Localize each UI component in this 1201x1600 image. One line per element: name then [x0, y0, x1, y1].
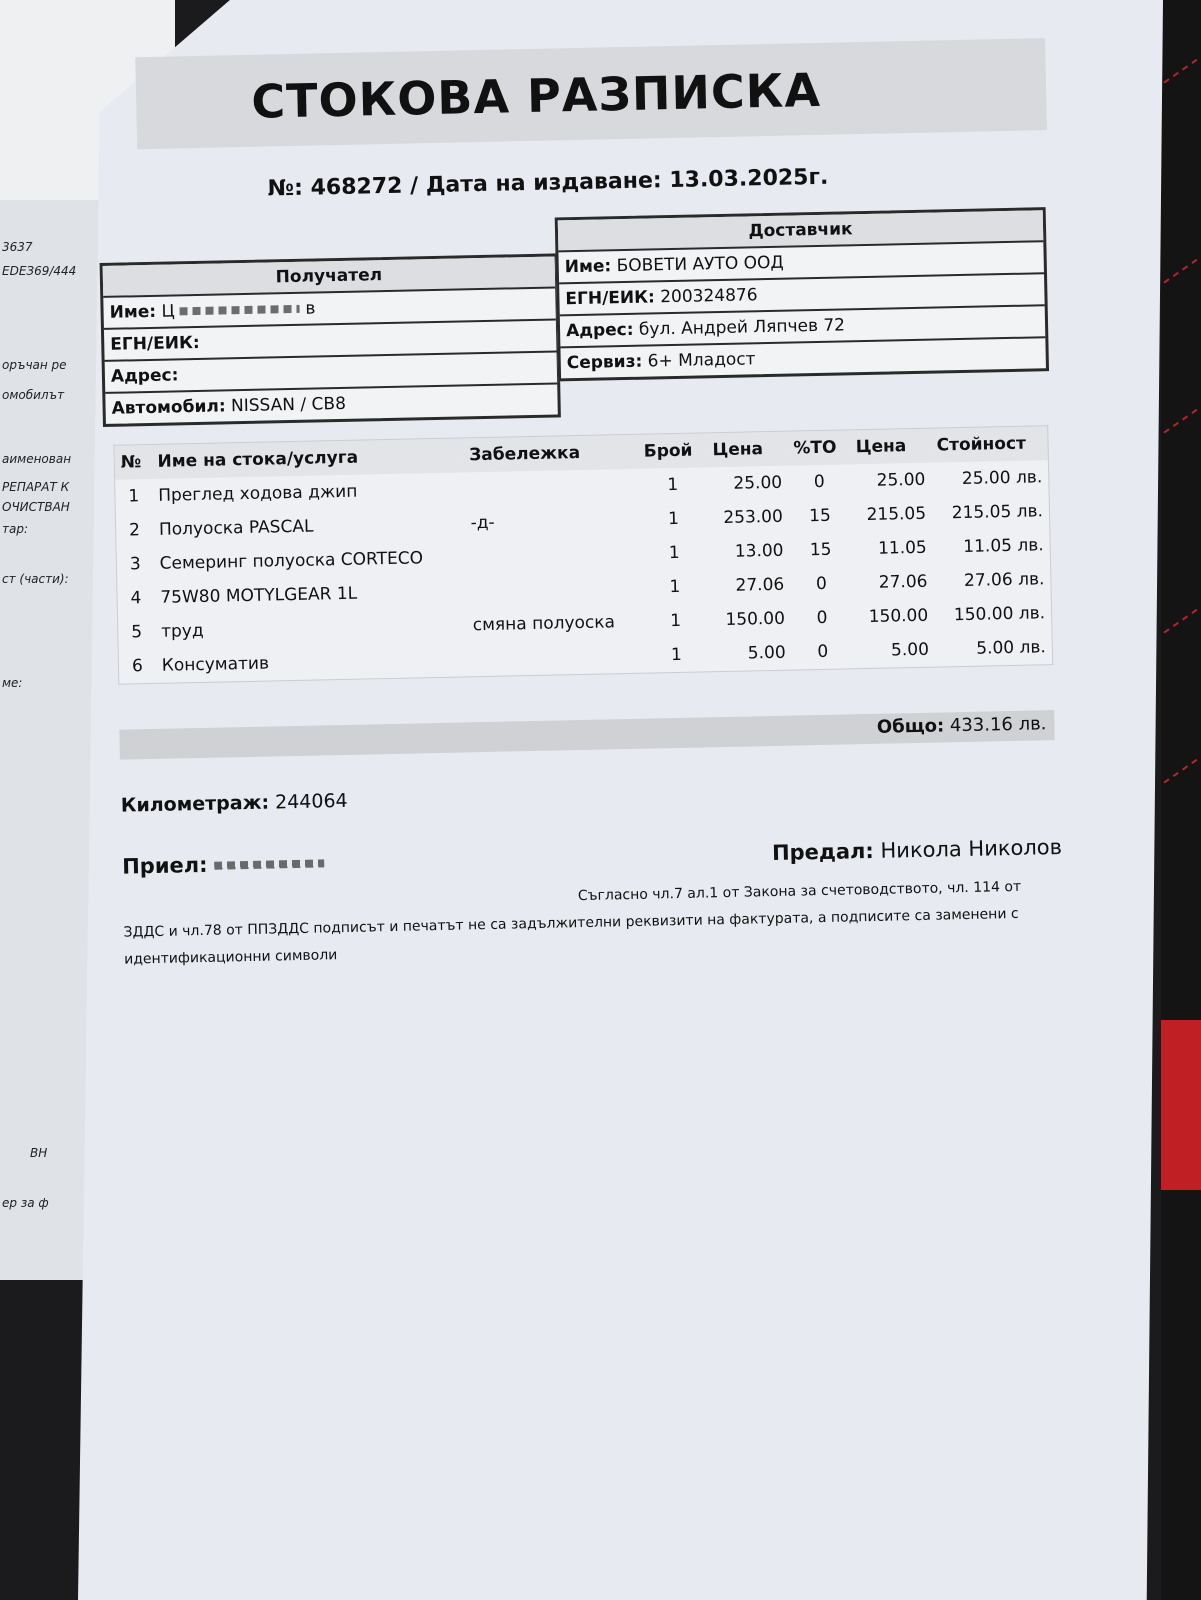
receiver-car-label: Автомобил:: [111, 396, 226, 419]
received-by-line: [122, 850, 324, 878]
row-note: [466, 571, 641, 609]
supplier-name-value: БОВЕТИ АУТО ООД: [616, 252, 784, 277]
row-value: 5.00 лв.: [976, 637, 1047, 659]
row-value: 215.05 лв.: [951, 501, 1044, 524]
row-item-name: Семеринг полуоска CORTECO: [159, 548, 424, 574]
supplier-egn-value: 200324876: [660, 285, 758, 308]
background-text: ме:: [2, 676, 23, 690]
row-item-name: 75W80 MOTYLGEAR 1L: [160, 583, 358, 608]
row-item-name: Консуматив: [161, 653, 270, 676]
supplier-name-label: Име:: [564, 256, 612, 278]
row-price: 13.00: [734, 540, 784, 562]
supplier-address-value: бул. Андрей Ляпчев 72: [638, 315, 846, 340]
row-number: 3: [129, 554, 141, 575]
mileage-line: [121, 790, 348, 817]
receiver-header: Получател: [103, 256, 556, 295]
row-price: 25.00: [733, 472, 783, 494]
row-price: 150.00: [725, 608, 786, 630]
seat-stitch: [1163, 259, 1198, 285]
row-number: 6: [131, 656, 144, 677]
row-note: [467, 639, 642, 677]
row-value: 11.05 лв.: [963, 535, 1044, 557]
row-discount: 15: [808, 505, 832, 527]
row-price: 5.00: [747, 642, 786, 664]
row-discount: 0: [817, 641, 829, 663]
delivered-by-line: [772, 835, 1062, 865]
row-number: 4: [130, 588, 142, 609]
receiver-table: [100, 253, 561, 427]
row-item-name: труд: [160, 620, 204, 642]
row-quantity: 1: [669, 576, 681, 598]
row-price: 253.00: [723, 506, 784, 528]
row-discount: 15: [809, 539, 832, 561]
legal-note: Съгласно чл.7 ал.1 от Закона за счетоводството, чл. 114 от ЗДДС и чл.78 от ППЗДДС подписът и печатът не са задължителни реквизити на фактурата, а подписите са заменени с идентификационни символи: [123, 878, 1022, 968]
background-text: тар:: [2, 522, 29, 536]
background-text: омобилът: [2, 388, 65, 402]
row-value: 150.00 лв.: [953, 603, 1046, 626]
background-text: 3637: [2, 240, 33, 254]
document-number: 468272: [310, 173, 403, 201]
background-text: аименован: [2, 452, 72, 466]
col-number: №: [114, 444, 152, 479]
supplier-service-value: 6+ Младост: [647, 349, 756, 372]
background-text: ст (части):: [2, 572, 69, 586]
mileage-value: 244064: [274, 789, 348, 814]
row-item-name: Полуоска PASCAL: [158, 516, 314, 540]
document-number-line: [98, 161, 998, 205]
receipt-content: [95, 30, 1074, 968]
col-item-name: Име на стока/услуга: [151, 438, 463, 479]
supplier-address-label: Адрес:: [565, 319, 634, 342]
row-quantity: 1: [667, 474, 679, 496]
seat-stitch: [1163, 409, 1198, 435]
total-band: [119, 710, 1054, 760]
document-title: СТОКОВА РАЗПИСКА: [250, 62, 822, 129]
row-discount: 0: [813, 471, 825, 493]
col-quantity: Брой: [637, 433, 706, 469]
row-net-price: 11.05: [877, 537, 927, 559]
background-text: оръчан ре: [2, 358, 67, 372]
seat-red-panel: [1161, 1020, 1201, 1190]
receiver-address-label: Адрес:: [110, 365, 179, 387]
row-note: -д-: [470, 512, 495, 534]
seat-stitch: [1163, 759, 1198, 785]
mileage-label: Километраж:: [120, 791, 270, 817]
car-seat-background: [1161, 0, 1201, 1600]
row-number: 5: [131, 622, 143, 643]
background-text: ОЧИСТВАН: [2, 500, 70, 514]
receiver-car-value: NISSAN / CB8: [230, 393, 347, 417]
receiver-egn-label: ЕГН/ЕИК:: [110, 332, 200, 355]
col-discount: %ТО: [787, 430, 850, 466]
received-label: Приел:: [121, 852, 208, 879]
redacted-mark: [180, 305, 300, 316]
delivered-label: Предал:: [771, 838, 875, 866]
redacted-mark: [214, 859, 324, 869]
row-quantity: 1: [670, 610, 682, 632]
items-table: [113, 425, 1053, 685]
number-label: №:: [267, 175, 304, 202]
background-text: ер за ф: [2, 1196, 49, 1210]
row-value: 27.06 лв.: [963, 569, 1045, 591]
row-discount: 0: [816, 607, 828, 629]
seat-stitch: [1163, 609, 1198, 635]
row-discount: 0: [815, 573, 828, 595]
col-note: Забележка: [463, 434, 638, 472]
supplier-service-label: Сервиз:: [566, 351, 643, 374]
row-item-name: Преглед ходова джип: [158, 481, 358, 506]
background-text: ЕDЕЗ69/444: [2, 264, 77, 278]
date-label: / Дата на издаване:: [409, 168, 662, 199]
row-note: [465, 537, 640, 575]
supplier-egn-label: ЕГН/ЕИК:: [565, 287, 656, 310]
row-net-price: 150.00: [868, 605, 929, 627]
total-value: 433.16 лв.: [949, 713, 1047, 737]
row-net-price: 215.05: [866, 503, 927, 525]
supplier-table: [555, 207, 1049, 381]
receiver-name-label: Име:: [109, 301, 157, 323]
receiver-name-value: Ц: [161, 301, 175, 322]
seat-stitch: [1163, 59, 1198, 85]
background-text: РЕПАРАТ К: [2, 480, 70, 494]
row-note: смяна полуоска: [472, 612, 616, 636]
row-quantity: 1: [667, 508, 680, 530]
col-price: Цена: [706, 431, 788, 467]
row-quantity: 1: [668, 542, 680, 564]
supplier-header: Доставчик: [558, 210, 1044, 250]
row-quantity: 1: [670, 644, 683, 666]
row-net-price: 5.00: [890, 639, 930, 661]
col-net-price: Цена: [849, 428, 931, 464]
row-net-price: 25.00: [876, 469, 926, 491]
col-value: Стойност: [930, 426, 1048, 463]
row-number: 2: [128, 520, 141, 541]
delivered-value: Никола Николов: [880, 834, 1063, 863]
row-price: 27.06: [735, 574, 785, 596]
row-net-price: 27.06: [878, 571, 928, 593]
row-value: 25.00 лв.: [961, 467, 1043, 489]
row-note: [464, 469, 639, 507]
background-text: ВН: [30, 1146, 48, 1160]
total-label: Общо:: [876, 715, 945, 738]
receiver-name-end: в: [305, 298, 316, 319]
total-line: [877, 713, 1047, 738]
row-number: 1: [128, 486, 140, 507]
issue-date: 13.03.2025г.: [669, 164, 829, 194]
